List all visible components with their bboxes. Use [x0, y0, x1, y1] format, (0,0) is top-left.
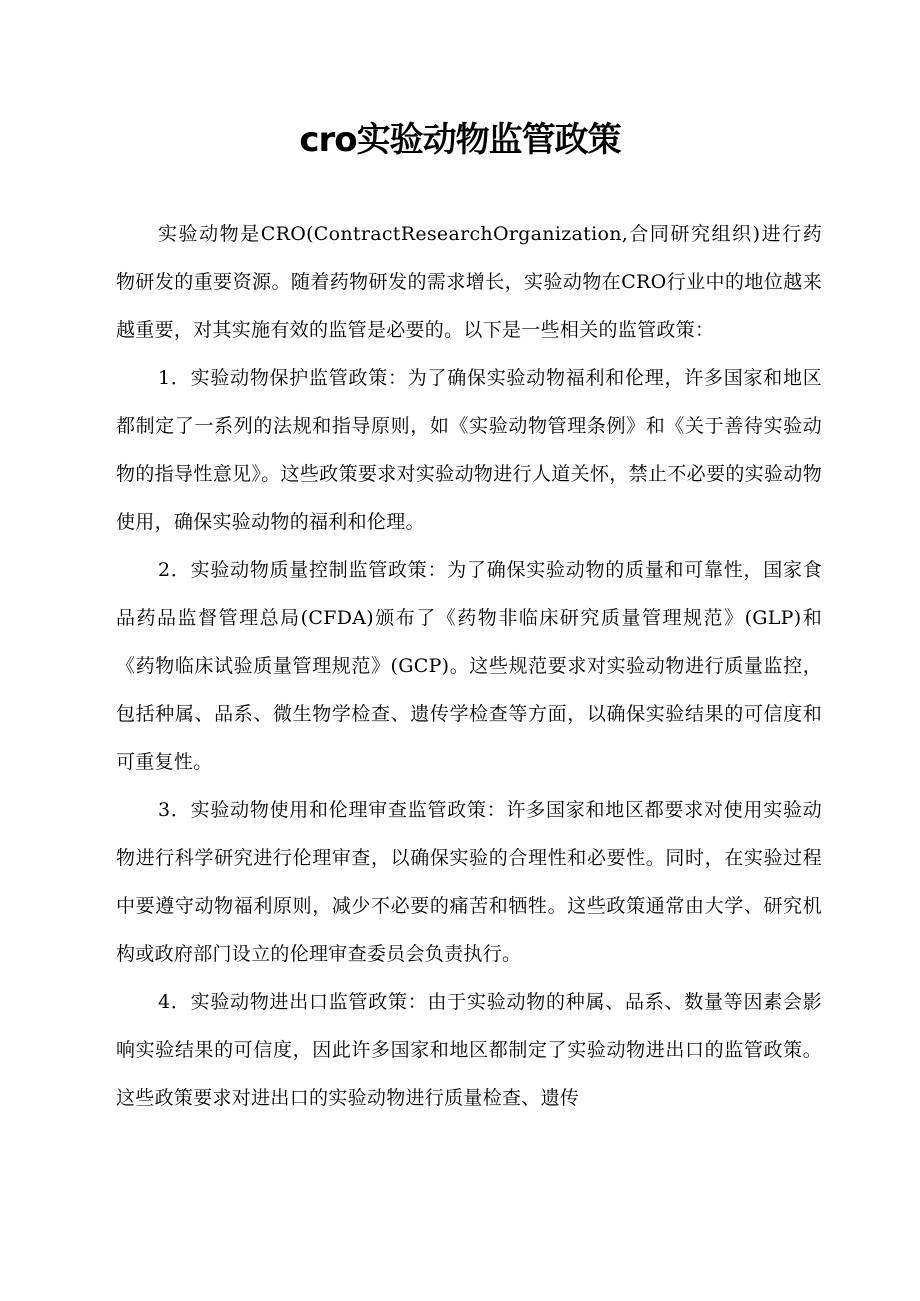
- policy-paragraph-4: 4．实验动物进出口监管政策：由于实验动物的种属、品系、数量等因素会影响实验结果的可信度，因此许多国家和地区都制定了实验动物进出口的监管政策。这些政策要求对进出口的实验动物进行质量检查、遗传: [116, 991, 822, 1109]
- page-title: cro实验动物监管政策: [299, 120, 621, 160]
- policy-paragraph-3: 3．实验动物使用和伦理审查监管政策：许多国家和地区都要求对使用实验动物进行科学研究进行伦理审查，以确保实验的合理性和必要性。同时，在实验过程中要遵守动物福利原则，减少不必要的痛苦和牺牲。这些政策通常由大学、研究机构或政府部门设立的伦理审查委员会负责执行。: [116, 799, 822, 965]
- policy-paragraph-2: 2．实验动物质量控制监管政策：为了确保实验动物的质量和可靠性，国家食品药品监督管理总局(CFDA)颁布了《药物非临床研究质量管理规范》(GLP)和《药物临床试验质量管理规范》(GCP)。这些规范要求对实验动物进行质量监控，包括种属、品系、微生物学检查、遗传学检查等方面，以确保实验结果的可信度和可重复性。: [116, 559, 822, 773]
- document-body: [116, 210, 822, 1122]
- policy-paragraph-1: 1．实验动物保护监管政策：为了确保实验动物福利和伦理，许多国家和地区都制定了一系列的法规和指导原则，如《实验动物管理条例》和《关于善待实验动物的指导性意见》。这些政策要求对实验动物进行人道关怀，禁止不必要的实验动物使用，确保实验动物的福利和伦理。: [116, 367, 822, 533]
- intro-paragraph: 实验动物是CRO(ContractResearchOrganization,合同研究组织)进行药物研发的重要资源。随着药物研发的需求增长，实验动物在CRO行业中的地位越来越重要，对其实施有效的监管是必要的。以下是一些相关的监管政策：: [116, 223, 822, 341]
